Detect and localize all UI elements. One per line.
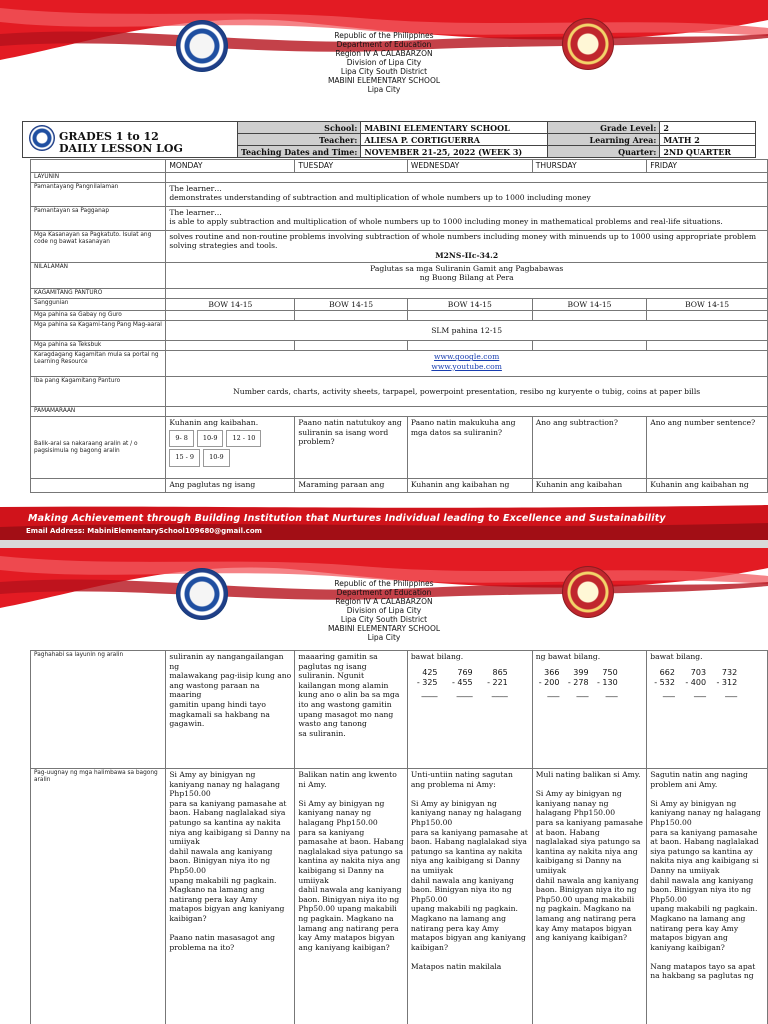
kagamitan-blank	[166, 288, 768, 298]
address-line: Republic of the Philippines	[334, 579, 434, 588]
gabay-cell	[166, 311, 295, 321]
grid-corner	[31, 160, 166, 173]
iba-label: Iba pang Kagamitang Panturo	[31, 377, 166, 407]
kasanayan-text	[166, 230, 768, 262]
number-box: 15 - 9	[169, 449, 200, 467]
sub-bottom: - 325	[416, 677, 438, 687]
teacher-label: Teacher:	[238, 134, 361, 146]
continuation-cell: Maraming paraan ang	[295, 479, 407, 493]
kasanayan-label: Mga Kasanayan sa Pagkatuto. Isulat ang code ng bawat kasanayan	[31, 230, 166, 262]
number-box: 10-9	[197, 430, 224, 448]
quarter-value: 2ND QUARTER	[660, 146, 756, 158]
kagamitan-label: KAGAMITANG PANTURO	[31, 288, 166, 298]
bow-cell: BOW 14-15	[532, 298, 647, 311]
gabay-label: Mga pahina sa Gabay ng Guro	[31, 311, 166, 321]
area-value: MATH 2	[660, 134, 756, 146]
sub-bottom: - 130	[596, 677, 618, 687]
subtraction-problem: 662 - 532 ___	[654, 667, 675, 697]
school-value: MABINI ELEMENTARY SCHOOL	[361, 122, 548, 134]
continuation-cell: Ang paglutas ng isang	[166, 479, 295, 493]
subtraction-problem: 703 - 400 ___	[685, 667, 707, 697]
gabay-cell	[647, 311, 768, 321]
sub-top: 732	[721, 667, 738, 677]
monday-paghahabi: suliranin ay nangangailangan ng malawakang pag-iisip kung ano ang wastong paraan na maaring gamitin upang hindi tayo magkamali sa hakbang na gagawin.	[166, 651, 295, 769]
address-line: Lipa City South District	[340, 615, 428, 624]
wednesday-balik: Paano natin makukuha ang mga datos sa suliranin?	[407, 417, 532, 479]
subtraction-problem: 865 - 221 ____	[487, 667, 508, 697]
sanggunian-label: Sanggunian	[31, 298, 166, 311]
school-label: School:	[238, 122, 361, 134]
deped-seal-icon	[176, 20, 228, 72]
pag-uugnay-label: Pag-uugnay ng mga halimbawa sa bagong aralin	[31, 769, 166, 1024]
gabay-cell	[407, 311, 532, 321]
gabay-cell	[295, 311, 407, 321]
pagganap-line2: is able to apply subtraction and multiplication of whole numbers up to 1000 including money in mathematical problems and real-life situations.	[169, 217, 723, 227]
school-motto: Making Achievement through Building Institution that Nurtures Individual leading to Excellence and Sustainability	[28, 513, 666, 524]
school-seal-icon	[562, 18, 614, 70]
address-line: Department of Education	[336, 40, 432, 49]
sub-top: 662	[659, 667, 675, 677]
continuation-cell: Kuhanin ang kaibahan ng	[407, 479, 532, 493]
sub-top: 703	[690, 667, 707, 677]
pamantayang-line2: demonstrates understanding of subtraction and multiplication of whole numbers up to 1000 including money	[169, 193, 591, 203]
address-line: Lipa City	[367, 633, 401, 642]
pagganap-text	[166, 206, 768, 230]
school-email: Email Address: MabiniElementarySchool109680@gmail.com	[26, 527, 262, 535]
tuesday-balik: Paano natin natutukoy ang suliranin sa isang word problem?	[295, 417, 407, 479]
nilalaman-label: NILALAMAN	[31, 262, 166, 288]
continuation-cell: Kuhanin ang kaibahan	[532, 479, 647, 493]
layunin-blank	[166, 172, 768, 182]
wednesday-pag-uugnay: Unti-untiin nating sagutan ang problema ni Amy: Si Amy ay binigyan ng kaniyang nanay ng halagang Php150.00 para sa kaniyang pamasahe at baon. Habang naglalakad siya patungo sa kantina ay nakita niya ang kaibigang si Danny na umiiyak dahil nawala ang kaniyang baon. Binigyan niya ito ng Php50.00 upang makabili ng pagkain. Magkano na lamang ang natirang pera kay Amy matapos bigyan ang kaniyang kaibigan? Matapos natin makilala	[407, 769, 532, 1024]
letterhead-address	[250, 579, 518, 642]
page-2	[0, 548, 768, 1024]
sub-bottom: - 221	[487, 677, 508, 687]
sub-bottom: - 532	[654, 677, 675, 687]
portal-links	[166, 351, 768, 377]
address-line: Division of Lipa City	[346, 58, 422, 67]
monday-pag-uugnay: Si Amy ay binigyan ng kaniyang nanay ng halagang Php150.00 para sa kaniyang pamasahe at baon. Habang naglalakad siya patungo sa kantina ay nakita niya ang kaibigang si Danny na umiiyak dahil nawala ang kaniyang baon. Binigyan niya ito ng Php50.00 upang makabili ng pagkain. Magkano na lamang ang natirang pera kay Amy matapos bigyan ang kaniyang kaibigan? Paano natin masasagot ang problema na ito?	[166, 769, 295, 1024]
bow-cell: BOW 14-15	[166, 298, 295, 311]
quarter-label: Quarter:	[548, 146, 660, 158]
day-header: MONDAY	[166, 160, 295, 173]
teksbuk-cell	[407, 341, 532, 351]
sub-top: 750	[602, 667, 618, 677]
address-line: Lipa City South District	[340, 67, 428, 76]
pagganap-line1: The learner…	[169, 207, 222, 217]
grade-label: Grade Level:	[548, 122, 660, 134]
sub-bottom: - 400	[685, 677, 707, 687]
pamamaraan-blank	[166, 407, 768, 417]
day-header: WEDNESDAY	[407, 160, 532, 173]
nilalaman-line2: ng Buong Bilang at Pera	[419, 273, 514, 283]
gabay-cell	[532, 311, 647, 321]
area-label: Learning Area:	[548, 134, 660, 146]
kagamitang-label: Mga pahina sa Kagami-tang Pang Mag-aaral	[31, 321, 166, 341]
balik-label: Balik-aral sa nakaraang aralin at / o pagsisimula ng bagong aralin	[31, 417, 166, 479]
youtube-link[interactable]: www.youtube.com	[431, 361, 502, 371]
dll-title-line1: GRADES 1 to 12	[59, 130, 159, 143]
slm-cell: SLM pahina 12-15	[166, 321, 768, 341]
deped-mini-seal-icon	[29, 125, 55, 151]
dll-title	[59, 131, 183, 155]
tuesday-paghahabi: maaaring gamitin sa paglutas ng isang suliranin. Ngunit kailangan mong alamin kung ano o alin ba sa mga ito ang wastong gamitin upang masagot mo nang wasto ang tanong sa suliranin.	[295, 651, 407, 769]
address-line: Republic of the Philippines	[334, 31, 434, 40]
bow-cell: BOW 14-15	[295, 298, 407, 311]
number-box: 9- 8	[169, 430, 194, 448]
letterhead	[0, 0, 768, 100]
school-seal-icon	[562, 566, 614, 618]
day-header: TUESDAY	[295, 160, 407, 173]
pamamaraan-label: PAMAMARAAN	[31, 407, 166, 417]
day-header: THURSDAY	[532, 160, 647, 173]
wednesday-paghahabi	[407, 651, 532, 769]
sub-bottom: - 455	[451, 677, 473, 687]
friday-paghahabi	[647, 651, 768, 769]
letterhead	[0, 548, 768, 648]
lesson-grid	[30, 159, 768, 493]
layunin-label: LAYUNIN	[31, 172, 166, 182]
friday-balik: Ano ang number sentence?	[647, 417, 768, 479]
sub-top: 366	[544, 667, 560, 677]
teacher-value: ALIESA P. CORTIGUERRA	[361, 134, 548, 146]
address-line: MABINI ELEMENTARY SCHOOL	[327, 76, 441, 85]
friday-paghahabi-text: bawat bilang.	[650, 652, 703, 661]
subtraction-problem: 366 - 200 ___	[538, 667, 560, 697]
number-box: 10-9	[203, 449, 230, 467]
sub-top: 399	[573, 667, 589, 677]
lesson-grid-continued	[30, 650, 768, 1024]
dates-value: NOVEMBER 21-25, 2022 (WEEK 3)	[361, 146, 548, 158]
sub-bottom: - 200	[538, 677, 560, 687]
sub-top: 425	[422, 667, 438, 677]
sub-top: 769	[457, 667, 473, 677]
teksbuk-cell	[295, 341, 407, 351]
monday-balik-text: Kuhanin ang kaibahan.	[169, 418, 259, 428]
teksbuk-cell	[532, 341, 647, 351]
number-box: 12 - 10	[226, 430, 261, 448]
address-line: MABINI ELEMENTARY SCHOOL	[327, 624, 441, 633]
bow-cell: BOW 14-15	[407, 298, 532, 311]
letterhead-address	[250, 31, 518, 94]
dll-info-table	[22, 121, 756, 158]
subtraction-problem: 769 - 455 ____	[451, 667, 473, 697]
address-line: Department of Education	[336, 588, 432, 597]
address-line: Division of Lipa City	[346, 606, 422, 615]
nilalaman-text	[166, 262, 768, 288]
subtraction-problem: 732 - 312 ___	[716, 667, 738, 697]
subtraction-problem: 399 - 278 ___	[567, 667, 589, 697]
deped-seal-icon	[176, 568, 228, 620]
tuesday-pag-uugnay: Balikan natin ang kwento ni Amy. Si Amy ay binigyan ng kaniyang nanay ng halagang Php150.00 para sa kaniyang pamasahe at baon. Habang naglalakad siya patungo sa kantina ay nakita niya ang kaibigang si Danny na umiiyak dahil nawala ang kaniyang baon. Binigyan niya ito ng Php50.00 upang makabili ng pagkain. Magkano na lamang ang natirang pera kay Amy matapos bigyan ang kaniyang kaibigan?	[295, 769, 407, 1024]
grade-value: 2	[660, 122, 756, 134]
address-line: Region IV A CALABARZON	[335, 597, 433, 606]
thursday-paghahabi	[532, 651, 647, 769]
pamantayang-line1: The learner…	[169, 183, 222, 193]
pamantayang-text	[166, 182, 768, 206]
portal-label: Karagdagang Kagamitan mula sa portal ng Learning Resource	[31, 351, 166, 377]
wednesday-paghahabi-text: bawat bilang.	[410, 652, 464, 661]
iba-text: Number cards, charts, activity sheets, tarpapel, powerpoint presentation, resibo ng kuryente o tubig, coins at paper bills	[166, 377, 768, 407]
paghahabi-label: Paghahabi sa layunin ng aralin	[31, 651, 166, 769]
day-header: FRIDAY	[647, 160, 768, 173]
nilalaman-line1: Paglutas sa mga Suliranin Gamit ang Pagbabawas	[370, 263, 564, 273]
thursday-balik: Ano ang subtraction?	[532, 417, 647, 479]
thursday-paghahabi-text: ng bawat bilang.	[535, 652, 601, 661]
dates-label: Teaching Dates and Time:	[238, 146, 361, 158]
kasanayan-line: solves routine and non-routine problems involving subtraction of whole numbers including money with minuends up to 1000 using appropriate problem solving strategies and tools.	[169, 231, 757, 251]
continuation-side	[31, 479, 166, 493]
friday-pag-uugnay: Sagutin natin ang naging problem ani Amy. Si Amy ay binigyan ng kaniyang nanay ng halagang Php150.00 para sa kaniyang pamasahe at baon. Habang naglalakad siya patungo sa kantina ay nakita niya ang kaibigang si Danny na umiiyak dahil nawala ang kaniyang baon. Binigyan niya ito ng Php50.00 upang makabili ng pagkain. Magkano na lamang ang natirang pera kay Amy matapos bigyan ang kaniyang kaibigan? Nang matapos tayo sa apat na hakbang sa paglutas ng	[647, 769, 768, 1024]
monday-balik	[166, 417, 295, 479]
thursday-pag-uugnay: Muli nating balikan si Amy. Si Amy ay binigyan ng kaniyang nanay ng halagang Php150.00 para sa kaniyang pamasahe at baon. Habang naglalakad siya patungo sa kantina ay nakita niya ang kaibigang si Danny na umiiyak dahil nawala ang kaniyang baon. Binigyan niya ito ng Php50.00 upang makabili ng pagkain. Magkano na lamang ang natirang pera kay Amy matapos bigyan ang kaniyang kaibigan?	[532, 769, 647, 1024]
dll-title-line2: DAILY LESSON LOG	[59, 142, 183, 155]
pagganap-label: Pamantayan sa Pagganap	[31, 206, 166, 230]
subtraction-problem: 750 - 130 ___	[596, 667, 618, 697]
teksbuk-cell	[647, 341, 768, 351]
address-line: Region IV A CALABARZON	[335, 49, 433, 58]
teksbuk-cell	[166, 341, 295, 351]
address-line: Lipa City	[367, 85, 401, 94]
google-link[interactable]: www.google.com	[434, 352, 500, 362]
dll-title-cell	[23, 122, 238, 158]
kasanayan-code: M2NS-IIc-34.2	[435, 250, 499, 260]
teksbuk-label: Mga pahina sa Teksbuk	[31, 341, 166, 351]
bow-cell: BOW 14-15	[647, 298, 768, 311]
page-separator	[0, 540, 768, 548]
subtraction-problem: 425 - 325 ____	[416, 667, 438, 697]
sub-top: 865	[492, 667, 508, 677]
continuation-cell: Kuhanin ang kaibahan ng	[647, 479, 768, 493]
sub-bottom: - 278	[567, 677, 589, 687]
pamantayang-label: Pamantayang Pangnilalaman	[31, 182, 166, 206]
sub-bottom: - 312	[716, 677, 738, 687]
